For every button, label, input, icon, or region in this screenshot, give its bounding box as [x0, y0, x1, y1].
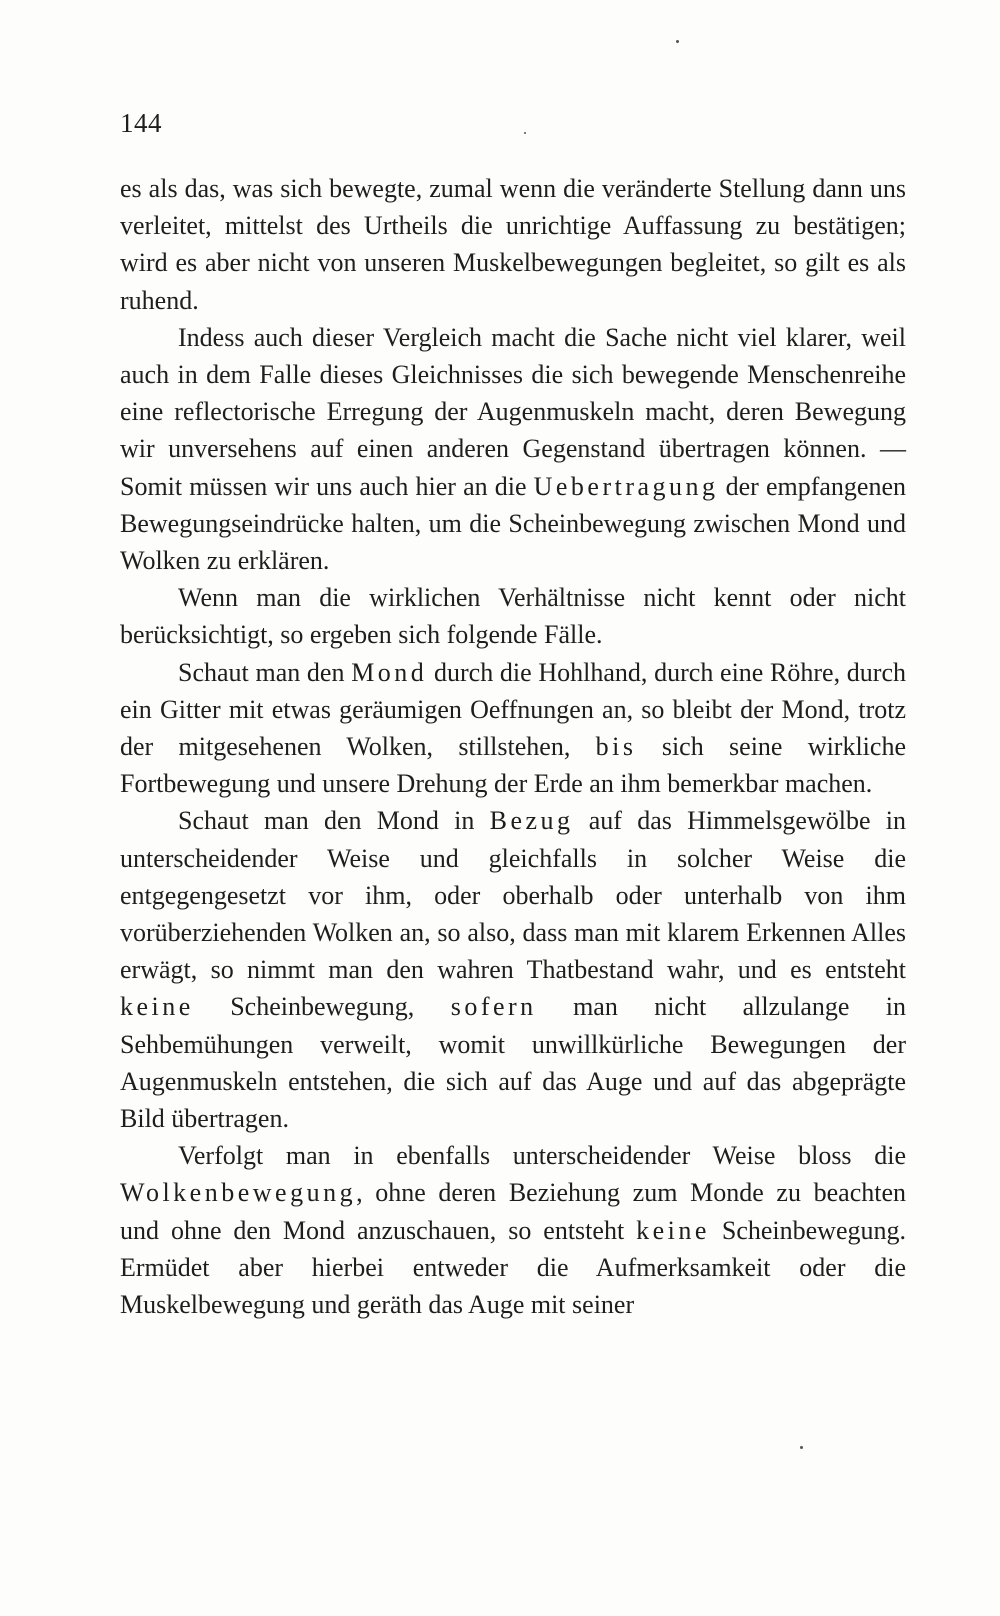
text-run: Schaut man den Mond in — [178, 806, 490, 836]
paragraph-2 — [120, 319, 906, 579]
paragraph-5 — [120, 802, 906, 1137]
emphasis-spaced: Uebertragung — [533, 471, 719, 501]
text-run: der empfangenen Bewegungseindrücke halten, um die Scheinbewegung zwischen Mond und Wolken zu erklären. — [120, 471, 906, 576]
emphasis-spaced: keine — [120, 992, 194, 1022]
body-text — [120, 170, 906, 1323]
emphasis-spaced: Mond — [351, 657, 428, 687]
text-run: Schaut man den — [178, 657, 352, 687]
text-run: Indess auch dieser Vergleich macht die Sache nicht viel klarer, weil auch in dem Falle dieses Gleichnisses die sich bewegende Menschenreihe eine reflectorische Erregung der Augenmuskeln macht, deren Bewegung wir unversehens auf einen anderen Gegenstand übertragen können. — Somit müssen wir uns auch hier an die — [120, 322, 906, 501]
emphasis-spaced: sofern — [450, 992, 537, 1022]
emphasis-spaced: Wolkenbewegung — [120, 1178, 357, 1208]
paragraph-3: Wenn man die wirklichen Verhältnisse nicht kennt oder nicht berücksichtigt, so ergeben sich folgende Fälle. — [120, 583, 906, 650]
paper-speck — [676, 40, 679, 43]
emphasis-spaced: keine — [636, 1215, 710, 1245]
paragraph-1: es als das, was sich bewegte, zumal wenn die veränderte Stellung dann uns verleitet, mittelst des Urtheils die unrichtige Auffassung zu bestätigen; wird es aber nicht von unseren Muskelbewegungen begleitet, so gilt es als ruhend. — [120, 174, 906, 315]
text-run: Scheinbewegung, — [193, 992, 451, 1022]
paper-speck — [800, 1446, 803, 1449]
emphasis-spaced: Bezug — [489, 806, 574, 836]
text-run: auf das Himmelsgewölbe in unterscheidender Weise und gleichfalls in solcher Weise die entgegengesetzt vor ihm, oder oberhalb oder unterhalb von ihm vorüberziehenden Wolken an, so also, dass man mit klarem Erkennen Alles erwägt, so nimmt man den wahren Thatbestand wahr, und es entsteht — [120, 806, 906, 985]
paragraph-6 — [120, 1137, 906, 1323]
emphasis-spaced: bis — [595, 732, 637, 762]
text-run: Scheinbewegung. Ermüdet aber hierbei entweder die Aufmerksamkeit oder die Muskelbewegung und geräth das Auge mit seiner — [120, 1215, 906, 1320]
text-run: Verfolgt man in ebenfalls unterscheidender Weise bloss die — [178, 1141, 906, 1171]
page-number: 144 — [120, 108, 162, 138]
paper-speck — [524, 132, 526, 134]
paragraph-4 — [120, 654, 906, 803]
text-run: , ohne deren Beziehung zum Monde zu beachten und ohne den Mond anzuschauen, so entsteht — [120, 1178, 906, 1245]
text-run: sich seine wirkliche Fortbewegung und unsere Drehung der Erde an ihm bemerkbar machen. — [120, 732, 906, 799]
text-run: man nicht allzulange in Sehbemühungen verweilt, womit unwillkürliche Bewegungen der Augenmuskeln entstehen, die sich auf das Auge und auf das abgeprägte Bild übertragen. — [120, 992, 907, 1134]
text-run: durch die Hohlhand, durch eine Röhre, durch ein Gitter mit etwas geräumigen Oeffnungen an, so bleibt der Mond, trotz der mitgesehenen Wolken, stillstehen, — [120, 657, 906, 762]
